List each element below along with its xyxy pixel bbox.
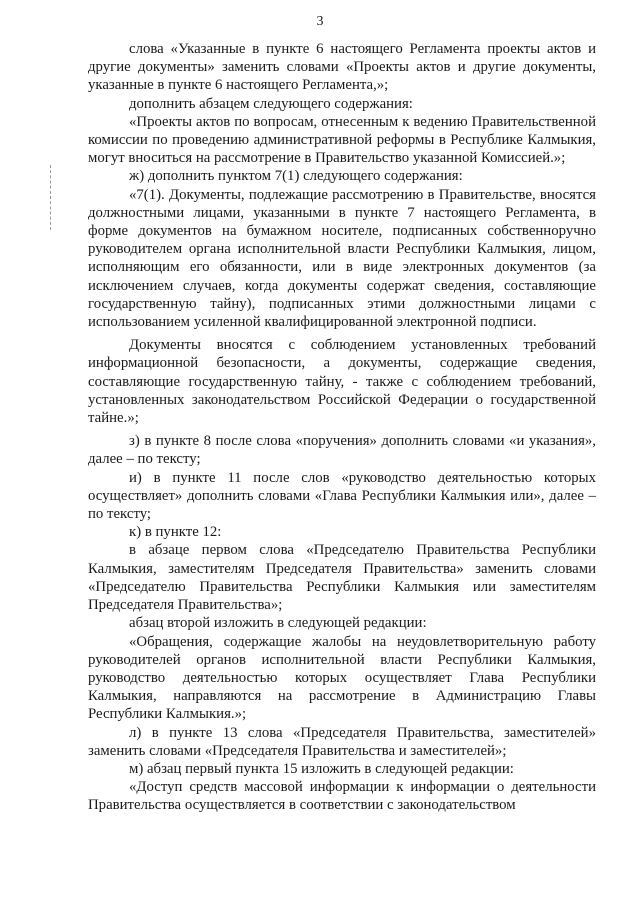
paragraph: «Проекты актов по вопросам, отнесенным к ведению Правительственной комиссии по проведению административной реформы в Республике Калмыкия, могут вноситься на рассмотрение в Правительство указанной Комиссией.»;: [88, 113, 596, 167]
paragraph: к) в пункте 12:: [129, 524, 222, 541]
paragraph: «Обращения, содержащие жалобы на неудовлетворительную работу руководителей органов исполнительной власти Республики Калмыкия, руководство деятельностью которых осуществляет Глава Республики Калмыкия, направляются на рассмотрение в Администрацию Главы Республики Калмыкия.»;: [88, 633, 596, 723]
paragraph: м) абзац первый пункта 15 изложить в следующей редакции:: [129, 760, 514, 777]
paragraph: л) в пункте 13 слова «Председателя Правительства, заместителей» заменить словами «Председателя Правительства и заместителей»;: [88, 724, 596, 759]
margin-mark: [50, 165, 52, 230]
paragraph: ж) дополнить пунктом 7(1) следующего содержания:: [129, 168, 463, 185]
page-number: 3: [316, 14, 324, 29]
paragraph: з) в пункте 8 после слова «поручения» дополнить словами «и указания», далее – по тексту;: [88, 433, 596, 468]
paragraph: «Доступ средств массовой информации к информации о деятельности Правительства осуществляется в соответствии с законодательством: [88, 779, 596, 814]
paragraph: в абзаце первом слова «Председателю Правительства Республики Калмыкия, заместителям Председателя Правительства» заменить словами «Председателю Правительства Республики Калмыкия или заместителям Председателя Правительства»;: [88, 542, 596, 614]
paragraph: и) в пункте 11 после слов «руководство деятельностью которых осуществляет» дополнить словами «Глава Республики Калмыкия или», далее – по тексту;: [88, 469, 596, 523]
paragraph: абзац второй изложить в следующей редакции:: [129, 615, 427, 632]
paragraph: Документы вносятся с соблюдением установленных требований информационной безопасности, а документы, содержащие сведения, составляющие государственную тайну, - также с соблюдением требований, установленных законодательством Российской Федерации о государственной тайне.»;: [88, 337, 596, 427]
document-body: [88, 40, 596, 815]
paragraph: слова «Указанные в пункте 6 настоящего Регламента проекты актов и другие документы» заменить словами «Проекты актов и другие документы, указанные в пункте 6 настоящего Регламента,»;: [88, 41, 596, 94]
paragraph: «7(1). Документы, подлежащие рассмотрению в Правительстве, вносятся должностными лицами, указанными в пункте 7 настоящего Регламента, в форме документов на бумажном носителе, подписанных собственноручно руководителем органа исполнительной власти Республики Калмыкия, лицом, исполняющим его обязанности, или в виде электронных документов (за исключением случаев, когда документы содержат сведения, составляющие государственную тайну), подписанных этими должностными лицами с использованием усиленной квалифицированной электронной подписи.: [88, 186, 596, 331]
paragraph: дополнить абзацем следующего содержания:: [129, 95, 413, 112]
